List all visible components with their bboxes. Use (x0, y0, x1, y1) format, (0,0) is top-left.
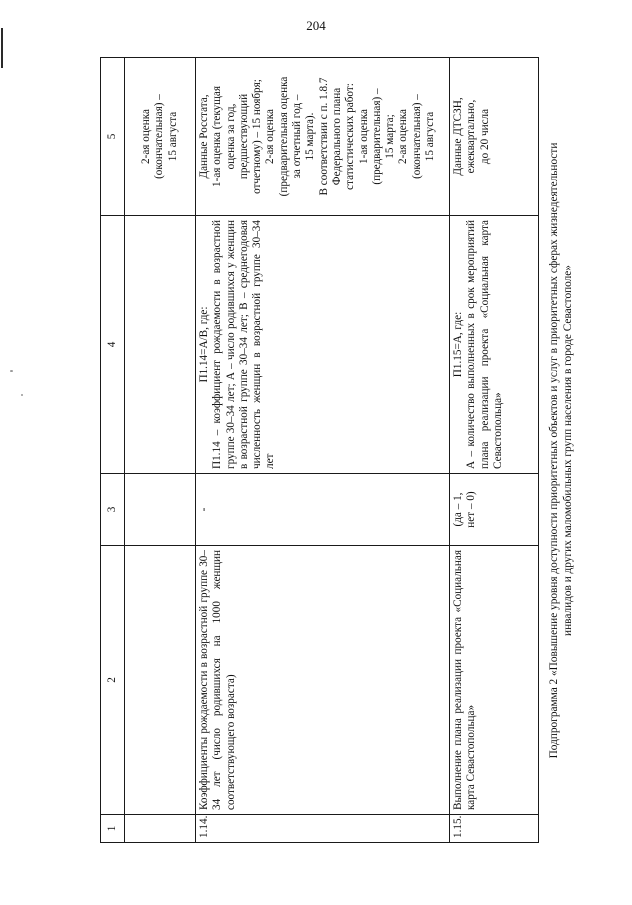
source-line: оценка за год, (224, 103, 237, 170)
scan-edge-mark (1, 28, 3, 68)
unit-line: (да – 1, (452, 492, 464, 527)
subprogram-heading (547, 58, 575, 843)
column-number: 1 (101, 815, 125, 843)
source-cell (125, 58, 196, 216)
formula-title: П1.15=А, где: (452, 311, 464, 378)
source-line: В соответствии с п. 1.8.7 (317, 77, 330, 196)
unit-cell (450, 474, 539, 546)
source-line: Данные ДТСЗН, (452, 97, 464, 176)
source-line: 15 августа (166, 111, 179, 162)
scan-speck (21, 394, 23, 396)
formula-title: П1.14=А/В, где: (198, 306, 210, 383)
source-line: 15 августа (424, 111, 437, 162)
source-line: (предварительная оценка (277, 76, 290, 197)
indicator-name: Коэффициенты рождаемости в возрастной группе 30–34 лет (число родившихся на 1000 женщин соответствующего возраста) (196, 546, 450, 815)
table-header-row (101, 58, 125, 843)
formula-text: П1.14 – коэффициент рождаемости в возрастной группе 30–34 лет; А – число родившихся у женщин в возрастной группе 30–34 лет; В – среднегодовая численность женщин в возрастной группе 30–34 лет (211, 220, 277, 469)
indicator-name: Выполнение плана реализации проекта «Социальная карта Севастопольца» (450, 546, 539, 815)
source-line: 2-ая оценка (264, 109, 277, 164)
source-cell (450, 58, 539, 216)
unit-cell: - (196, 474, 450, 546)
column-number: 3 (101, 474, 125, 546)
source-line: статистических работ: (344, 83, 357, 190)
source-line: за отчетный год – (291, 94, 304, 179)
source-line: Данные Росстата, (198, 94, 210, 179)
rotated-table-block (100, 58, 586, 843)
source-line: (предварительная) – (370, 88, 383, 185)
source-line: 2-ая оценка (397, 109, 410, 164)
source-line: Федерального плана (330, 87, 343, 186)
table-cell (125, 474, 196, 546)
table-cell (125, 815, 196, 843)
table-cell (125, 216, 196, 474)
source-line: отчетному) – 15 ноября; (251, 79, 264, 194)
row-number: 1.15. (450, 815, 539, 843)
source-line: 15 марта; (384, 114, 397, 159)
source-line: (окончательная) – (153, 94, 166, 179)
subprogram-heading-line: инвалидов и других маломобильных групп населения в городе Севастополе» (562, 265, 574, 636)
source-line: ежеквартально, (465, 99, 478, 174)
table-row (196, 58, 450, 843)
unit-line: нет – 0) (465, 491, 478, 528)
source-line: предшествующий (237, 93, 250, 180)
subprogram-heading-line: Подпрограмма 2 «Повышение уровня доступности приоритетных объектов и услуг в приоритетных сферах жизнедеятельности (548, 142, 560, 759)
formula-cell (450, 216, 539, 474)
table-cell (125, 546, 196, 815)
scan-speck (10, 370, 13, 372)
source-line: до 20 числа (478, 108, 491, 165)
source-line: 1-ая оценка (357, 109, 370, 164)
formula-text: А – количество выполненных в срок мероприятий плана реализации проекта «Социальная карта Севастопольца» (465, 220, 504, 469)
source-cell (196, 58, 450, 216)
page-number: 204 (306, 18, 326, 33)
column-number: 4 (101, 216, 125, 474)
column-number: 5 (101, 58, 125, 216)
table-row-continuation (125, 58, 196, 843)
row-number: 1.14. (196, 815, 450, 843)
source-line: 2-ая оценка (140, 109, 153, 164)
formula-cell (196, 216, 450, 474)
source-line: 15 марта). (304, 112, 317, 161)
source-line: (окончательная) – (410, 94, 423, 179)
indicators-table (100, 57, 539, 843)
column-number: 2 (101, 546, 125, 815)
table-row (450, 58, 539, 843)
source-line: 1-ая оценка (текущая (211, 86, 224, 187)
